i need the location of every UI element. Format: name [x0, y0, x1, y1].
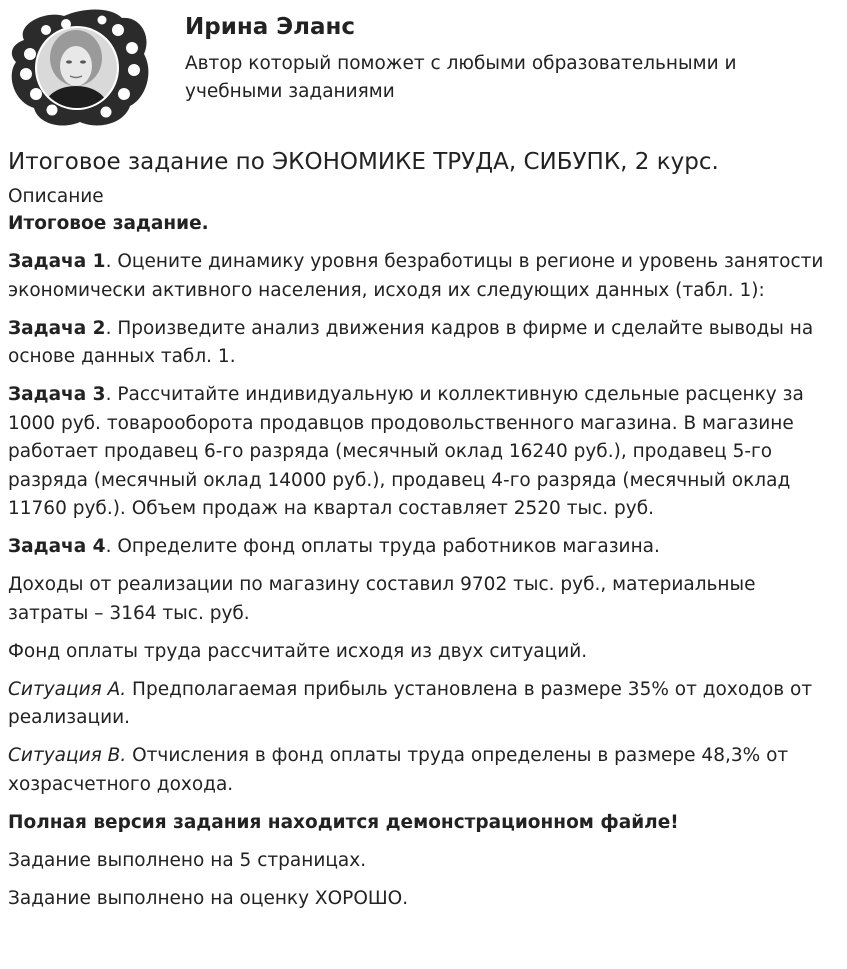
fund-paragraph: Фонд оплаты труда рассчитайте исходя из двух ситуаций.: [8, 640, 588, 662]
author-name: Ирина Эланс: [185, 14, 356, 40]
description-label: Описание: [8, 186, 104, 207]
full-version-note: Полная версия задания находится демонстрационном файле!: [8, 811, 679, 833]
task-4: [8, 533, 840, 562]
situation-b: [8, 742, 840, 799]
situation-a: [8, 676, 840, 733]
task-1: [8, 248, 840, 305]
task-4-label: Задача 4: [8, 536, 106, 557]
author-description: Автор который поможет с любыми образовательными и учебными заданиями: [185, 53, 737, 102]
task-3: [8, 381, 840, 524]
situation-b-label: Ситуация В.: [8, 745, 127, 766]
avatar-image: [6, 6, 152, 130]
grade-note: Задание выполнено на оценку ХОРОШО.: [8, 887, 409, 909]
task-2-text: . Произведите анализ движения кадров в фирме и сделайте выводы на основе данных табл. 1.: [8, 317, 814, 367]
situation-a-text: Предполагаемая прибыль установлена в размере 35% от доходов от реализации.: [8, 678, 813, 728]
task-2-label: Задача 2: [8, 317, 106, 339]
pages-note: Задание выполнено на 5 страницах.: [8, 849, 367, 871]
document-title: Итоговое задание по ЭКОНОМИКЕ ТРУДА, СИБУПК, 2 курс.: [8, 149, 719, 175]
income-paragraph: Доходы от реализации по магазину составил 9702 тыс. руб., материальные затраты – 3164 тыс. руб.: [8, 574, 756, 624]
task-4-text: . Определите фонд оплаты труда работников магазина.: [105, 536, 660, 557]
situation-b-text: Отчисления в фонд оплаты труда определены в размере 48,3% от хозрасчетного дохода.: [8, 745, 789, 795]
document-body: [8, 146, 840, 923]
task-3-text: . Рассчитайте индивидуальную и коллективную сдельные расценку за 1000 руб. товарооборота продавцов продовольственного магазина. В магазине работает продавец 6-го разряда (месячный оклад 16240 руб.), продавец 5-го разряда (месячный оклад 14000 руб.), продавец 4-го разряда (месячный оклад 11760 руб.). Объем продаж на квартал составляет 2520 тыс. руб.: [8, 384, 804, 519]
task-1-label: Задача 1: [8, 251, 106, 272]
author-header: [0, 0, 847, 140]
intro-heading: Итоговое задание.: [8, 213, 209, 234]
task-3-label: Задача 3: [8, 384, 106, 405]
task-1-text: . Оцените динамику уровня безработицы в регионе и уровень занятости экономически активного населения, исходя их следующих данных (табл. 1):: [8, 251, 824, 301]
situation-a-label: Ситуация А.: [8, 678, 127, 700]
task-2: [8, 315, 840, 372]
avatar: [6, 6, 152, 130]
